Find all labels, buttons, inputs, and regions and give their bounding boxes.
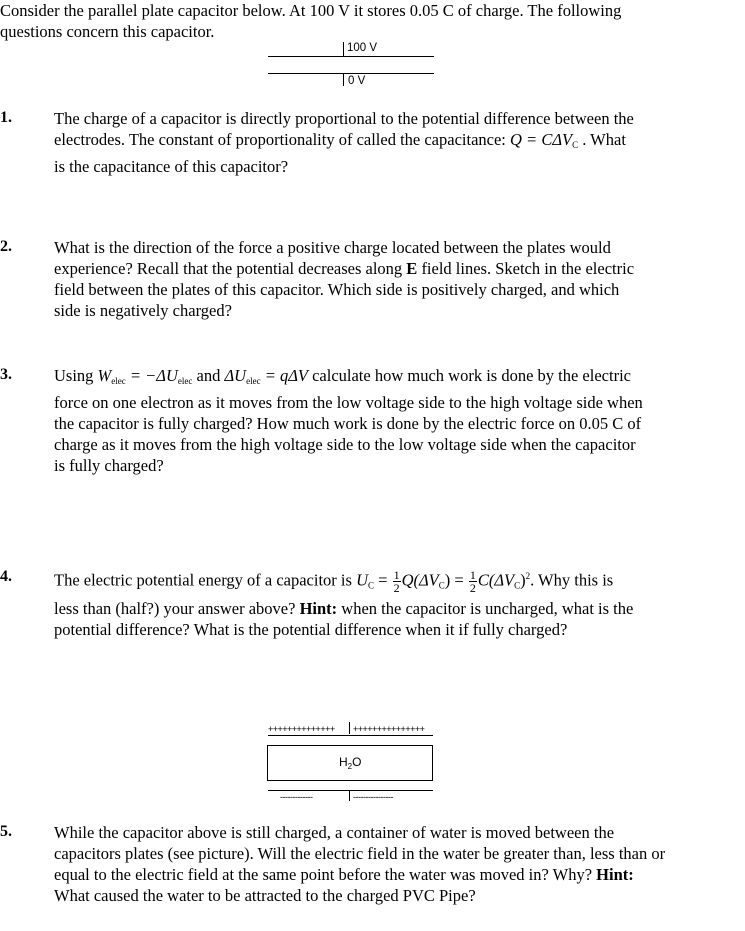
q4-part1-sub: C [438, 580, 445, 591]
q3-using: Using [54, 366, 98, 385]
q2-line-3: field between the plates of this capacitor. Which side is positively charged, and which [54, 280, 620, 299]
q4-frac2-num: 1 [469, 568, 476, 583]
q5-hint: Hint: [596, 865, 634, 884]
q1-number: 1. [0, 109, 12, 126]
q5-line-3a: equal to the electric field at the same point before the water was moved in? Why? [54, 865, 597, 884]
q3-line-4: charge as it moves from the high voltage side to the low voltage side when the capacitor [54, 435, 636, 454]
q2-line-1: What is the direction of the force a positive charge located between the plates would [54, 238, 611, 257]
q2-line-2c: field lines. Sketch in the electric [417, 259, 635, 278]
q3-line-5: is fully charged? [54, 456, 164, 475]
q4-lead: The electric potential energy of a capacitor is [54, 570, 357, 590]
bottom-plate-charges-left: ------------- [280, 792, 313, 802]
q4-frac2-den: 2 [469, 581, 476, 596]
q3-w: W [97, 366, 112, 385]
q4-line-2 [54, 598, 740, 619]
q3-line-3: the capacitor is fully charged? How much work is done by the electric force on 0.05 C of [54, 414, 642, 433]
q2-line-2 [54, 258, 740, 279]
q1-line-3: is the capacitance of this capacitor? [54, 157, 289, 176]
q4-part2: C(ΔV [477, 570, 515, 590]
q4-part1: Q(ΔV [401, 570, 439, 590]
q1-equation: Q = CΔV [510, 130, 573, 149]
q4-fraction-2 [469, 569, 477, 594]
top-plate-lead [343, 42, 344, 56]
water-label [339, 755, 361, 774]
q2-number: 2. [0, 238, 12, 255]
q3-line-1 [54, 365, 740, 392]
q4-squared: 2 [525, 571, 531, 581]
intro-line-1: Consider the parallel plate capacitor below. At 100 V it stores 0.05 C of charge. The following [0, 1, 622, 20]
q3-du-sub: elec [246, 376, 261, 386]
q1-text-b: electrodes. The constant of proportionality of called the capacitance: [54, 130, 511, 149]
water-o: O [352, 755, 362, 769]
q4-part2-sub: C [514, 580, 521, 591]
top-plate-charges-left: ++++++++++++++ [268, 724, 335, 734]
question-2 [54, 237, 740, 321]
q3-number: 3. [0, 366, 12, 383]
q2-line-4: side is negatively charged? [54, 301, 232, 320]
q4-line-1 [54, 555, 740, 597]
question-4 [54, 555, 740, 640]
q4-number: 4. [0, 568, 12, 585]
q3-w-sub: elec [111, 376, 126, 386]
bottom-plate-label: 0 V [348, 75, 366, 87]
bottom-plate-charges-right: ---------------- [353, 792, 393, 802]
q2-line-2a: experience? Recall that the potential decreases along [54, 259, 407, 278]
top-plate-lead-2 [349, 722, 350, 734]
q3-du: ΔU [224, 366, 247, 385]
q5-line-4: What caused the water to be attracted to the charged PVC Pipe? [54, 886, 476, 905]
q4-line-3: potential difference? What is the potential difference when it if fully charged? [54, 620, 568, 639]
q3-eq2-rest: = qΔV [260, 366, 308, 385]
water-sub: 2 [347, 762, 353, 771]
q4-part2-end: ) [520, 570, 526, 590]
top-plate-2 [268, 735, 433, 736]
q4-u: U [356, 570, 368, 590]
q4-part1-end: ) = [444, 570, 468, 590]
q3-and: and [192, 366, 225, 385]
question-5 [54, 822, 740, 906]
intro-line-2: questions concern this capacitor. [0, 22, 215, 41]
q1-text-c: . What [578, 130, 626, 149]
q4-hint: Hint: [299, 599, 338, 618]
q3-u-sub: elec [177, 376, 193, 386]
bottom-plate-lead [343, 73, 344, 86]
top-plate-label: 100 V [347, 42, 378, 54]
top-plate [268, 56, 434, 57]
q4-frac1-den: 2 [393, 581, 400, 596]
q5-line-2: capacitors plates (see picture). Will the electric field in the water be greater than, less than or [54, 844, 666, 863]
q3-line-1-end: calculate how much work is done by the electric [307, 366, 631, 385]
q5-line-1: While the capacitor above is still charged, a container of water is moved between the [54, 823, 615, 842]
q1-equation-sub: C [572, 140, 579, 150]
q4-line-2b: when the capacitor is uncharged, what is the [337, 599, 634, 618]
top-plate-charges-right: +++++++++++++++ [353, 724, 425, 734]
q4-u-sub: C [367, 580, 374, 591]
q4-tail: . Why this is [530, 570, 614, 590]
question-3 [54, 365, 740, 476]
q4-line-2a: less than (half?) your answer above? [54, 599, 300, 618]
q2-e-field: E [406, 259, 418, 278]
intro-text [0, 0, 740, 42]
q4-fraction-1 [393, 569, 401, 594]
bottom-plate-2 [268, 790, 433, 791]
q1-line-2 [54, 129, 740, 156]
q5-number: 5. [0, 823, 12, 840]
q3-eq1-mid: = −ΔU [125, 366, 178, 385]
question-1 [54, 108, 740, 177]
q1-line-1: The charge of a capacitor is directly proportional to the potential difference between the [54, 109, 634, 128]
bottom-plate-lead-2 [349, 790, 350, 801]
q4-equals-1: = [374, 570, 392, 590]
water-h: H [339, 755, 348, 769]
q3-line-2: force on one electron as it moves from the low voltage side to the high voltage side when [54, 393, 643, 412]
q4-frac1-num: 1 [393, 568, 400, 583]
q5-line-3 [54, 864, 740, 885]
